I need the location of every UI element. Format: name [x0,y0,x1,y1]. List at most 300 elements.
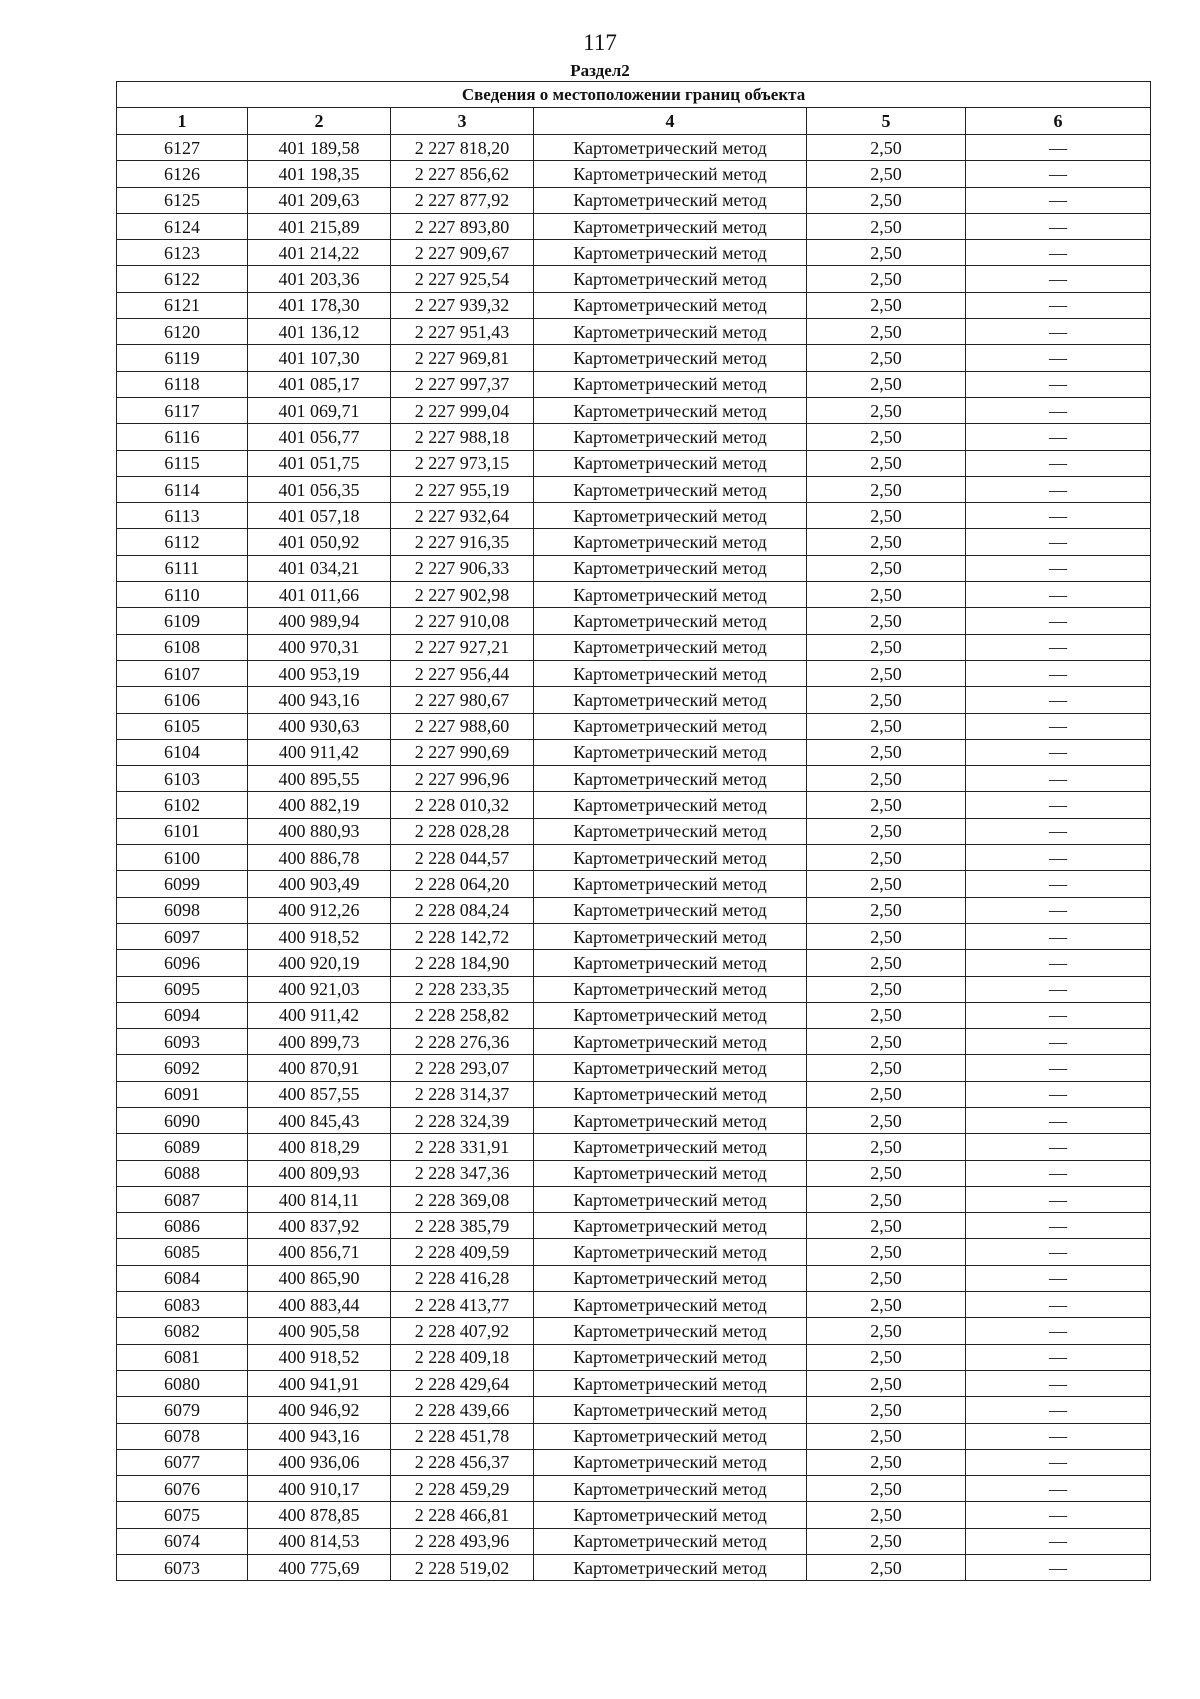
table-row [117,1555,1151,1581]
table-cell: 400 882,19 [248,792,391,818]
table-cell: 6082 [117,1318,248,1344]
table-cell: 2 228 010,32 [391,792,534,818]
table-cell: Картометрический метод [534,792,807,818]
table-cell: 2 228 233,35 [391,976,534,1002]
table-row [117,1265,1151,1291]
table-cell: 400 775,69 [248,1555,391,1581]
table-cell: 6096 [117,950,248,976]
table-cell: 2,50 [807,1318,966,1344]
table-cell: Картометрический метод [534,687,807,713]
table-row [117,766,1151,792]
table-row [117,1397,1151,1423]
table-cell: 2,50 [807,1081,966,1107]
table-cell: 6103 [117,766,248,792]
table-cell: 2 227 925,54 [391,266,534,292]
table-cell: 2,50 [807,161,966,187]
table-row [117,634,1151,660]
table-cell: Картометрический метод [534,1555,807,1581]
table-row [117,529,1151,555]
table-cell: — [966,766,1151,792]
table-cell: 6098 [117,897,248,923]
table-cell: 401 203,36 [248,266,391,292]
table-cell: — [966,1002,1151,1028]
table-cell: — [966,1029,1151,1055]
table-row [117,345,1151,371]
table-cell: 2 228 369,08 [391,1186,534,1212]
table-cell: — [966,371,1151,397]
table-row [117,1239,1151,1265]
table-cell: Картометрический метод [534,1449,807,1475]
table-cell: 2,50 [807,1186,966,1212]
table-cell: 2,50 [807,1055,966,1081]
table-cell: 2 227 916,35 [391,529,534,555]
table-row [117,1292,1151,1318]
table-cell: 6085 [117,1239,248,1265]
table-cell: — [966,1397,1151,1423]
table-row [117,792,1151,818]
table-cell: 2,50 [807,476,966,502]
table-cell: 6114 [117,476,248,502]
table-cell: — [966,923,1151,949]
table-cell: 400 941,91 [248,1370,391,1396]
table-cell: — [966,319,1151,345]
table-cell: 2,50 [807,1476,966,1502]
table-cell: 6123 [117,240,248,266]
table-cell: 2,50 [807,582,966,608]
table-row [117,1002,1151,1028]
table-cell: 6097 [117,923,248,949]
table-cell: 400 865,90 [248,1265,391,1291]
table-cell: 2,50 [807,1160,966,1186]
table-cell: 6118 [117,371,248,397]
table-cell: 2,50 [807,950,966,976]
table-cell: 401 056,35 [248,476,391,502]
table-cell: — [966,529,1151,555]
table-cell: 2,50 [807,1265,966,1291]
table-cell: 2 227 988,60 [391,713,534,739]
table-cell: 6088 [117,1160,248,1186]
table-row [117,818,1151,844]
table-cell: 2,50 [807,1239,966,1265]
column-header: 5 [807,108,966,135]
table-cell: 6086 [117,1213,248,1239]
table-cell: — [966,266,1151,292]
table-cell: 400 920,19 [248,950,391,976]
table-row [117,319,1151,345]
table-cell: Картометрический метод [534,739,807,765]
table-cell: 2,50 [807,135,966,161]
table-cell: 400 903,49 [248,871,391,897]
table-body [117,135,1151,1581]
table-row [117,897,1151,923]
table-row [117,450,1151,476]
table-cell: 2 227 939,32 [391,292,534,318]
table-cell: Картометрический метод [534,976,807,1002]
table-cell: Картометрический метод [534,424,807,450]
table-cell: — [966,1081,1151,1107]
table-row [117,950,1151,976]
table-cell: — [966,845,1151,871]
table-cell: 2,50 [807,371,966,397]
table-cell: — [966,950,1151,976]
table-cell: — [966,1186,1151,1212]
table-cell: 2,50 [807,660,966,686]
table-cell: 400 911,42 [248,739,391,765]
table-cell: — [966,345,1151,371]
table-cell: Картометрический метод [534,161,807,187]
table-cell: 2,50 [807,687,966,713]
column-header: 3 [391,108,534,135]
table-cell: — [966,660,1151,686]
table-cell: 401 050,92 [248,529,391,555]
column-header: 1 [117,108,248,135]
table-cell: 400 814,11 [248,1186,391,1212]
table-cell: — [966,976,1151,1002]
table-cell: 2 227 818,20 [391,135,534,161]
table-cell: 2 228 409,18 [391,1344,534,1370]
table-cell: 2 228 184,90 [391,950,534,976]
table-cell: 2,50 [807,1370,966,1396]
table-cell: 2 228 314,37 [391,1081,534,1107]
table-cell: — [966,897,1151,923]
table-cell: 401 085,17 [248,371,391,397]
table-cell: 2 227 877,92 [391,187,534,213]
table-cell: Картометрический метод [534,1160,807,1186]
table-cell: Картометрический метод [534,923,807,949]
table-cell: 400 818,29 [248,1134,391,1160]
table-row [117,739,1151,765]
table-cell: 2 228 276,36 [391,1029,534,1055]
table-row [117,397,1151,423]
table-cell: 2,50 [807,1002,966,1028]
table-cell: 400 912,26 [248,897,391,923]
table-cell: — [966,1265,1151,1291]
table-cell: Картометрический метод [534,818,807,844]
table-cell: 400 930,63 [248,713,391,739]
table-cell: Картометрический метод [534,476,807,502]
table-row [117,1029,1151,1055]
table-cell: 6107 [117,660,248,686]
table-cell: 2,50 [807,397,966,423]
table-cell: — [966,187,1151,213]
table-cell: — [966,634,1151,660]
table-cell: 401 198,35 [248,161,391,187]
table-cell: 6099 [117,871,248,897]
table-cell: 2,50 [807,424,966,450]
table-cell: Картометрический метод [534,1186,807,1212]
table-cell: 2 227 951,43 [391,319,534,345]
table-cell: 2 227 856,62 [391,161,534,187]
table-cell: 2,50 [807,213,966,239]
table-cell: 2,50 [807,1134,966,1160]
table-cell: — [966,1292,1151,1318]
table-cell: 2 228 331,91 [391,1134,534,1160]
table-cell: 6076 [117,1476,248,1502]
table-row [117,1318,1151,1344]
table-cell: — [966,1449,1151,1475]
table-cell: 2,50 [807,976,966,1002]
table-cell: 6112 [117,529,248,555]
table-cell: Картометрический метод [534,660,807,686]
table-cell: 2,50 [807,240,966,266]
table-cell: Картометрический метод [534,1476,807,1502]
table-cell: — [966,161,1151,187]
table-cell: 6122 [117,266,248,292]
table-cell: 2,50 [807,1029,966,1055]
table-cell: Картометрический метод [534,1370,807,1396]
table-cell: 6083 [117,1292,248,1318]
table-cell: Картометрический метод [534,450,807,476]
table-cell: 6120 [117,319,248,345]
table-row [117,1081,1151,1107]
table-cell: — [966,713,1151,739]
table-cell: 2 228 493,96 [391,1528,534,1554]
table-cell: — [966,292,1151,318]
table-cell: 401 034,21 [248,555,391,581]
table-cell: 2 227 906,33 [391,555,534,581]
table-row [117,713,1151,739]
table-cell: — [966,135,1151,161]
table-cell: 6110 [117,582,248,608]
table-cell: Картометрический метод [534,135,807,161]
table-cell: — [966,1134,1151,1160]
table-cell: 2 228 456,37 [391,1449,534,1475]
table-cell: 400 970,31 [248,634,391,660]
table-row [117,1528,1151,1554]
table-cell: 6115 [117,450,248,476]
table-row [117,1055,1151,1081]
table-cell: 6078 [117,1423,248,1449]
table-cell: — [966,1502,1151,1528]
table-row [117,976,1151,1002]
table-cell: Картометрический метод [534,240,807,266]
table-cell: 2,50 [807,871,966,897]
table-row [117,476,1151,502]
table-cell: — [966,687,1151,713]
table-cell: — [966,240,1151,266]
table-cell: 6116 [117,424,248,450]
boundary-table [116,81,1151,1581]
table-cell: — [966,476,1151,502]
table-cell: 2 227 980,67 [391,687,534,713]
table-cell: 2,50 [807,923,966,949]
table-cell: 2,50 [807,529,966,555]
table-cell: Картометрический метод [534,634,807,660]
table-row [117,240,1151,266]
table-cell: Картометрический метод [534,555,807,581]
table-cell: 2 227 988,18 [391,424,534,450]
table-cell: 401 011,66 [248,582,391,608]
table-cell: — [966,582,1151,608]
table-cell: — [966,818,1151,844]
table-cell: 2 228 409,59 [391,1239,534,1265]
table-row [117,292,1151,318]
table-cell: — [966,1239,1151,1265]
table-cell: 2 227 909,67 [391,240,534,266]
table-cell: 400 880,93 [248,818,391,844]
table-cell: — [966,450,1151,476]
table-cell: 6094 [117,1002,248,1028]
table-cell: 2,50 [807,608,966,634]
table-cell: Картометрический метод [534,845,807,871]
table-cell: 2 228 324,39 [391,1107,534,1133]
table-cell: — [966,792,1151,818]
table-row [117,1134,1151,1160]
table-row [117,555,1151,581]
table-cell: Картометрический метод [534,187,807,213]
table-cell: 6075 [117,1502,248,1528]
table-cell: 2 227 955,19 [391,476,534,502]
table-cell: Картометрический метод [534,766,807,792]
table-cell: Картометрический метод [534,397,807,423]
table-cell: Картометрический метод [534,1107,807,1133]
table-cell: Картометрический метод [534,1213,807,1239]
table-row [117,871,1151,897]
table-cell: 401 107,30 [248,345,391,371]
table-cell: Картометрический метод [534,1055,807,1081]
column-header: 6 [966,108,1151,135]
table-cell: 401 178,30 [248,292,391,318]
table-row [117,1502,1151,1528]
table-cell: 401 069,71 [248,397,391,423]
table-cell: 2 227 969,81 [391,345,534,371]
table-row [117,1213,1151,1239]
table-cell: 2 228 466,81 [391,1502,534,1528]
table-cell: 2,50 [807,319,966,345]
table-cell: 2,50 [807,634,966,660]
table-cell: 2 228 459,29 [391,1476,534,1502]
section-title: Раздел2 [570,61,630,80]
table-cell: 2,50 [807,292,966,318]
table-cell: Картометрический метод [534,1528,807,1554]
table-cell: 2 228 028,28 [391,818,534,844]
table-cell: 2 228 142,72 [391,923,534,949]
table-cell: Картометрический метод [534,1397,807,1423]
table-cell: 2,50 [807,713,966,739]
table-cell: 2 227 902,98 [391,582,534,608]
table-cell: 400 921,03 [248,976,391,1002]
table-row [117,1160,1151,1186]
table-cell: 6117 [117,397,248,423]
table-cell: 2,50 [807,845,966,871]
table-cell: 2,50 [807,1292,966,1318]
table-cell: Картометрический метод [534,371,807,397]
table-cell: — [966,555,1151,581]
table-cell: 400 837,92 [248,1213,391,1239]
table-row [117,1186,1151,1212]
table-cell: Картометрический метод [534,292,807,318]
table-cell: 2,50 [807,266,966,292]
table-cell: 401 057,18 [248,503,391,529]
table-cell: 2,50 [807,450,966,476]
table-cell: 400 911,42 [248,1002,391,1028]
table-cell: 400 857,55 [248,1081,391,1107]
table-cell: 401 136,12 [248,319,391,345]
table-cell: Картометрический метод [534,319,807,345]
table-cell: 6081 [117,1344,248,1370]
table-cell: 6077 [117,1449,248,1475]
table-cell: — [966,213,1151,239]
table-cell: 2 227 932,64 [391,503,534,529]
table-cell: — [966,1055,1151,1081]
table-cell: Картометрический метод [534,1134,807,1160]
table-cell: 2,50 [807,1423,966,1449]
table-cell: Картометрический метод [534,266,807,292]
table-cell: Картометрический метод [534,213,807,239]
table-cell: 2,50 [807,1107,966,1133]
table-cell: 401 056,77 [248,424,391,450]
table-cell: 6089 [117,1134,248,1160]
table-row [117,503,1151,529]
table-cell: 400 883,44 [248,1292,391,1318]
table-cell: 6095 [117,976,248,1002]
table-cell: 400 886,78 [248,845,391,871]
table-cell: 6109 [117,608,248,634]
table-cell: — [966,1555,1151,1581]
table-cell: 6073 [117,1555,248,1581]
table-cell: Картометрический метод [534,1081,807,1107]
table-cell: 2 228 044,57 [391,845,534,871]
table-cell: 400 989,94 [248,608,391,634]
table-row [117,845,1151,871]
table-cell: 401 189,58 [248,135,391,161]
column-header: 2 [248,108,391,135]
table-cell: 6111 [117,555,248,581]
table-row [117,424,1151,450]
table-row [117,1370,1151,1396]
table-cell: — [966,1213,1151,1239]
table-cell: 2,50 [807,818,966,844]
table-cell: Картометрический метод [534,1239,807,1265]
table-cell: 2 227 956,44 [391,660,534,686]
table-cell: 400 870,91 [248,1055,391,1081]
table-cell: — [966,424,1151,450]
table-row [117,923,1151,949]
table-cell: 6092 [117,1055,248,1081]
table-cell: Картометрический метод [534,1002,807,1028]
table-cell: Картометрический метод [534,582,807,608]
table-cell: 2,50 [807,897,966,923]
table-row [117,660,1151,686]
table-cell: 2 228 084,24 [391,897,534,923]
table-row [117,1423,1151,1449]
table-cell: Картометрический метод [534,950,807,976]
table-cell: 2,50 [807,187,966,213]
table-cell: — [966,503,1151,529]
table-cell: 400 809,93 [248,1160,391,1186]
table-cell: 400 953,19 [248,660,391,686]
table-cell: 2 227 990,69 [391,739,534,765]
table-cell: 400 918,52 [248,1344,391,1370]
column-header: 4 [534,108,807,135]
table-cell: 2,50 [807,1344,966,1370]
table-cell: 2,50 [807,1502,966,1528]
table-cell: 6124 [117,213,248,239]
table-row [117,608,1151,634]
table-cell: 2 228 519,02 [391,1555,534,1581]
table-cell: — [966,1423,1151,1449]
table-cell: 6091 [117,1081,248,1107]
table-cell: 6090 [117,1107,248,1133]
table-cell: Картометрический метод [534,1502,807,1528]
table-cell: Картометрический метод [534,1029,807,1055]
table-cell: 400 946,92 [248,1397,391,1423]
table-cell: 2 227 997,37 [391,371,534,397]
table-cell: Картометрический метод [534,897,807,923]
table-cell: 2,50 [807,739,966,765]
table-cell: 2 228 451,78 [391,1423,534,1449]
table-cell: 400 910,17 [248,1476,391,1502]
